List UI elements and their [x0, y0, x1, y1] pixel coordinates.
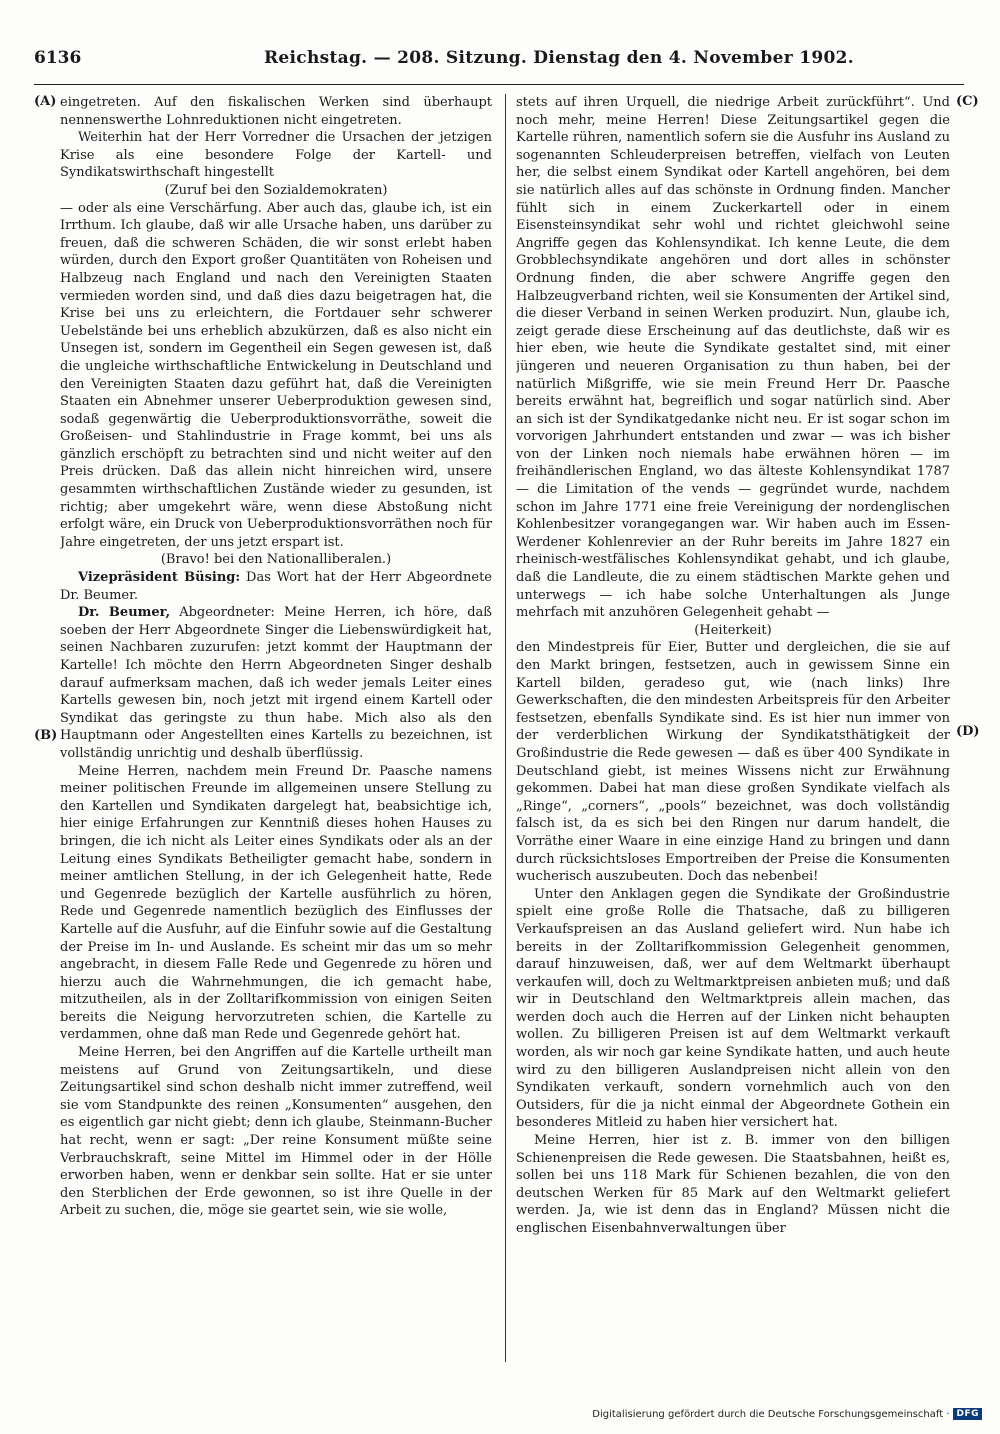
- speaker-name: Vizepräsident Büsing:: [78, 570, 241, 586]
- paragraph: Weiterhin hat der Herr Vorredner die Ursachen der jetzigen Krise als eine besondere Folge der Kartell- und Syndikatswirthschaft hingestellt: [60, 130, 492, 181]
- running-title: Reichstag. — 208. Sitzung. Dienstag den 4. November 1902.: [264, 48, 854, 68]
- credit-text: Digitalisierung gefördert durch die Deutsche Forschungsgemeinschaft ·: [592, 1408, 950, 1420]
- paragraph: den Mindestpreis für Eier, Butter und dergleichen, die sie auf den Markt bringen, festsetzen, auch in gewissem Sinne ein Kartell bilden, geradeso gut, wie (nach links) Ihre Gewerkschaften, die den mindesten Arbeitspreis für den Arbeiter festsetzen, ebenfalls Syndikate sind. Es ist hier nun immer von der verderblichen Wirkung der Syndikatsthätigkeit der Großindustrie die Rede gewesen — daß es über 400 Syndikate in Deutschland giebt, ist meines Wissens nicht zur Erwähnung gekommen. Dabei hat man diese großen Syndikate vielfach als „Ringe“, „corners“, „pools“ bezeichnet, was doch vollständig falsch ist, da es sich bei den Ringen nur darum handelt, die Vorräthe einer Waare in eine einzige Hand zu bringen und dann durch rücksichtsloses Emportreiben der Preise die Konsumenten wucherisch auszubeuten. Doch das nebenbei!: [516, 640, 950, 885]
- header-rule: [34, 84, 964, 85]
- interjection: (Heiterkeit): [694, 622, 772, 638]
- interjection: (Bravo! bei den Nationalliberalen.): [160, 552, 392, 568]
- paragraph: Meine Herren, hier ist z. B. immer von den billigen Schienenpreisen die Rede gewesen. Die Staatsbahnen, heißt es, sollen bei uns 118 Mark für Schienen bezahlen, die von den deutschen Werken für 85 Mark auf den Weltmarkt geliefert werden. Ja, wie ist denn das in England? Müssen nicht die englischen Eisenbahnverwaltungen über: [516, 1133, 950, 1236]
- left-column: [60, 94, 492, 1384]
- page-number: 6136: [34, 48, 82, 68]
- digitization-credit: [592, 1408, 982, 1420]
- paragraph: Meine Herren, bei den Angriffen auf die Kartelle urtheilt man meistens auf Grund von Zeitungsartikeln, und diese Zeitungsartikel sind schon deshalb nicht immer zutreffend, weil sie vom Standpunkte des reinen „Konsumenten“ ausgehen, den es eigentlich gar nicht giebt; denn ich glaube, Steinmann-Bucher hat recht, wenn er sagt: „Der reine Konsument müßte seine Verbrauchskraft, seine Mittel im Himmel oder in der Hölle erworben haben, wenn er denkbar sein sollte. Hat er sie unter den Sterblichen der Erde gewonnen, so ist ihre Quelle in der Arbeit zu suchen, die, möge sie geartet sein, wie sie wolle,: [60, 1045, 492, 1219]
- margin-marker-c: (C): [956, 94, 979, 109]
- right-column: [516, 94, 950, 1384]
- paragraph: — oder als eine Verschärfung. Aber auch das, glaube ich, ist ein Irrthum. Ich glaube, daß wir alle Ursache haben, uns darüber zu freuen, daß die schweren Schäden, die wir sonst erlebt haben würden, durch den Export großer Quantitäten von Roheisen und Halbzeug nach England und nach den Vereinigten Staaten vermieden worden sind, und daß dies dazu beigetragen hat, die Krise bei uns zu erleichtern, die Fortdauer sehr schwerer Uebelstände bei uns erheblich abzukürzen, daß es also nicht ein Unsegen ist, sondern im Gegentheil ein Segen gewesen ist, daß die ungleiche wirthschaftliche Entwickelung in Deutschland und den Vereinigten Staaten dazu geführt hat, daß die Vereinigten Staaten ein Abnehmer unserer Ueberproduktion gewesen sind, sodaß gegenwärtig die Ueberproduktionsvorräthe, soweit die Großeisen- und Stahlindustrie in Frage kommt, bei uns als gänzlich erschöpft zu betrachten sind und nicht weiter auf den Preis drücken. Daß das allein nicht hinreichen wird, unsere gesammten wirthschaftlichen Zustände wieder zu gesunden, ist richtig; aber umgekehrt wäre, wenn diese Abstoßung nicht erfolgt wäre, ein Druck von Ueberproduktionsvorräthen noch für Jahre eingetreten, der uns jetzt erspart ist.: [60, 200, 492, 550]
- paragraph: Unter den Anklagen gegen die Syndikate der Großindustrie spielt eine große Rolle die Thatsache, daß zu billigeren Verkaufspreisen an das Ausland geliefert wird. Nun habe ich bereits in der Zolltarifkommission Gelegenheit genommen, darauf hinzuweisen, daß, wer auf dem Weltmarkt überhaupt verkaufen will, doch zu Weltmarktpreisen anbieten muß; und daß wir in Deutschland den Weltmarktpreis allein machen, das werden doch auch die Herren auf der Linken nicht behaupten wollen. Zu billigeren Preisen ist auf dem Weltmarkt verkauft worden, als wir noch gar keine Syndikate hatten, und auch heute wird zu den billigeren Auslandpreisen nicht allein von den Syndikaten verkauft, sondern vornehmlich auch von den Outsiders, für die ja nicht einmal der Abgeordnete Gothein ein besonderes Mitleid zu haben hier versichert hat.: [516, 886, 950, 1131]
- interjection: (Zuruf bei den Sozialdemokraten): [164, 182, 388, 198]
- speech-text: Das Wort hat der Herr Abgeordnete Dr. Beumer.: [60, 570, 492, 603]
- paragraph: Meine Herren, nachdem mein Freund Dr. Paasche namens meiner politischen Freunde im allgemeinen unsere Stellung zu den Kartellen und Syndikaten dargelegt hat, beabsichtige ich, hier einige Erfahrungen zur Kenntniß dieses hohen Hauses zu bringen, die ich nicht als Leiter eines Syndikats oder als an der Leitung eines Syndikats Betheiligter gemacht habe, sondern in meiner amtlichen Stellung, in der ich Gelegenheit hatte, Rede und Gegenrede bezüglich der Kartelle ausführlich zu hören, Rede und Gegenrede namentlich bezüglich des Einflusses der Kartelle auf die Ausfuhr, auf die Einfuhr sowie auf die Gestaltung der Preise im In- und Auslande. Es scheint mir das um so mehr angebracht, in diesem Falle Rede und Gegenrede zu hören und hierzu auch die Wahrnehmungen, die ich gemacht habe, mitzutheilen, als in der Zolltarifkommission von einigen Seiten bereits die Neigung hervorzutreten schien, die Kartelle zu verdammen, ohne daß man Rede und Gegenrede gehört hat.: [60, 763, 492, 1043]
- paragraph: stets auf ihren Urquell, die niedrige Arbeit zurückführt“. Und noch mehr, meine Herren! Diese Zeitungsartikel gegen die Kartelle rühren, namentlich sofern sie die Ausfuhr ins Ausland zu sogenannten Schleuderpreisen betreffen, vielfach von Leuten her, die selbst einem Syndikat oder Kartell angehören, bei dem sie natürlich alles auf das schönste in Ordnung finden. Mancher fühlt sich in einem Zuckerkartell oder in einem Eisensteinsyndikat sehr wohl und richtet gleichwohl seine Angriffe gegen das Kohlensyndikat. Ich kenne Leute, die dem Grobblechsyndikate angehören und dort alles in schönster Ordnung finden, die aber schwere Angriffe gegen den Halbzeugverband richten, weil sie Konsumenten der Artikel sind, die dieser Verband in seinen Werken produzirt. Nun, glaube ich, zeigt gerade diese Erscheinung auf das deutlichste, daß wir es hier eben, wie heute die Syndikate gestaltet sind, mit einer jüngeren und neueren Organisation zu thun haben, bei der natürlich Mißgriffe, wie sie mein Freund Herr Dr. Paasche bereits erwähnt hat, begreiflich und sogar natürlich sind. Aber an sich ist der Syndikatgedanke nicht neu. Er ist sogar schon im vorvorigen Jahrhundert entstanden und zwar — was ich bisher von der Linken noch niemals habe erwähnen hören — im freihändlerischen England, wo das älteste Kohlensyndikat 1787 — die Limitation of the vends — gegründet wurde, nachdem schon im Jahre 1771 eine freie Vereinigung der nordenglischen Kohlenbesitzer vorangegangen war. Wir haben auch im Essen-Werdener Kohlenrevier an der Ruhr bereits im Jahre 1827 ein rheinisch-westfälisches Kohlensyndikat gehabt, und ich glaube, daß die Landleute, die zu einem städtischen Markte gehen und unterwegs — ich habe solche Unterhaltungen als Junge mehrfach mit anzuhören Gelegenheit gehabt —: [516, 95, 950, 621]
- dfg-logo: DFG: [953, 1408, 982, 1420]
- column-divider: [505, 94, 506, 1362]
- speaker-paragraph: [60, 604, 492, 762]
- margin-marker-d: (D): [956, 724, 980, 739]
- speaker-name: Dr. Beumer,: [78, 605, 171, 621]
- paragraph: eingetreten. Auf den fiskalischen Werken sind überhaupt nennenswerthe Lohnreduktionen nicht eingetreten.: [60, 95, 492, 128]
- page-header: [34, 44, 964, 78]
- speech-text: Abgeordneter: Meine Herren, ich höre, daß soeben der Herr Abgeordnete Singer die Liebenswürdigkeit hat, seinen Nachbaren zuzurufen: jetzt kommt der Hauptmann der Kartelle! Ich möchte den Herrn Abgeordneten Singer deshalb darauf aufmerksam machen, daß ich weder jemals Leiter eines Kartells gewesen bin, noch jetzt mit irgend einem Kartell oder Syndikat das geringste zu thun habe. Mich also als den Hauptmann oder Angestellten eines Kartells zu bezeichnen, ist vollständig unrichtig und deshalb überflüssig.: [60, 605, 492, 761]
- speaker-paragraph: [60, 569, 492, 604]
- margin-marker-a: (A): [34, 94, 57, 109]
- margin-marker-b: (B): [34, 728, 58, 743]
